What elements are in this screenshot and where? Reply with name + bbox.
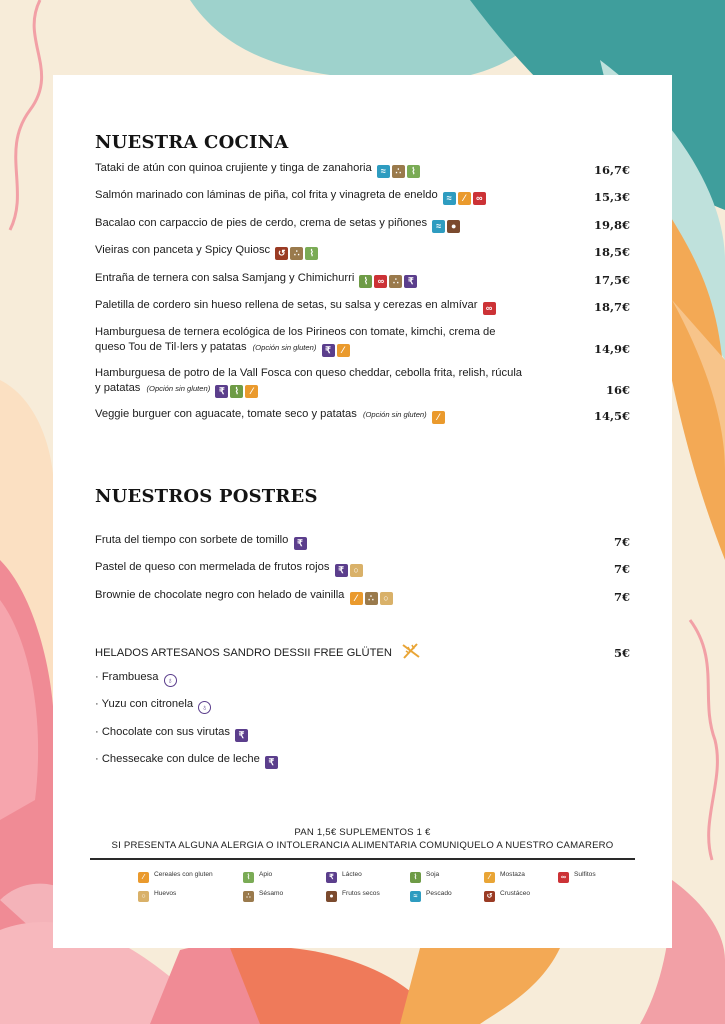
celery-icon: ⌇ (243, 872, 254, 883)
gluten-icon: ⁄ (458, 192, 471, 205)
milk-icon: ₹ (322, 344, 335, 357)
vegan-icon: ♁ (164, 674, 177, 687)
sesame-icon: ∴ (365, 592, 378, 605)
menu-item (95, 560, 630, 577)
legend-label: Lácteo (342, 871, 362, 878)
celery-icon: ⌇ (305, 247, 318, 260)
legend-label: Sésamo (259, 890, 284, 897)
divider (90, 858, 635, 860)
flavor-item (95, 725, 630, 742)
legend-label: Pescado (426, 890, 452, 897)
nuts-icon: ● (326, 891, 337, 902)
legend-label: Frutos secos (342, 890, 380, 897)
dish-price: 14,5€ (593, 409, 630, 423)
legend-label: Huevos (154, 890, 177, 897)
dish-name-line1: Hamburguesa de ternera ecológica de los Pirineos con tomate, kimchi, crema de (95, 326, 496, 338)
milk-icon: ₹ (326, 872, 337, 883)
sulfites-icon: ∞ (374, 275, 387, 288)
legend-item-huevos (138, 890, 176, 902)
legend-label: Soja (426, 871, 440, 878)
dish-name: Tataki de atún con quinoa crujiente y tinga de zanahoria (95, 162, 372, 174)
flavor-name: · Frambuesa (95, 671, 159, 683)
legend-item-soja (410, 871, 439, 883)
menu-item (95, 588, 630, 605)
sulfites-icon: ∞ (558, 872, 569, 883)
milk-icon: ₹ (265, 756, 278, 769)
milk-icon: ₹ (235, 729, 248, 742)
gluten-icon: ⁄ (245, 385, 258, 398)
dish-price: 15,3€ (593, 190, 630, 204)
menu-item (95, 161, 630, 178)
milk-icon: ₹ (294, 537, 307, 550)
menu-item (95, 366, 630, 398)
celery-icon: ⌇ (407, 165, 420, 178)
bread-supplement-note: PAN 1,5€ SUPLEMENTOS 1 € (294, 827, 431, 838)
legend-item-apio (243, 871, 272, 883)
menu-item (95, 533, 630, 550)
legend-item-crustaceo (484, 890, 530, 902)
menu-item (95, 298, 630, 315)
menu-item (95, 407, 630, 424)
menu-card (53, 75, 672, 948)
sulfites-icon: ∞ (483, 302, 496, 315)
helados-price: 5€ (613, 646, 630, 660)
egg-icon: ○ (350, 564, 363, 577)
dish-price: 19,8€ (593, 218, 630, 232)
allergy-notice: SI PRESENTA ALGUNA ALERGIA O INTOLERANCIA ALIMENTARIA COMUNIQUELO A NUESTRO CAMARERO (111, 840, 614, 851)
dessert-price: 7€ (613, 535, 630, 549)
gluten-free-note: (Opción sin gluten) (362, 410, 427, 419)
dish-price: 18,5€ (593, 245, 630, 259)
dessert-name: Brownie de chocolate negro con helado de vainilla (95, 589, 345, 601)
dish-price: 16,7€ (593, 163, 630, 177)
gluten-icon: ⁄ (138, 872, 149, 883)
legend-label: Sulfitos (574, 871, 596, 878)
flavor-item (95, 752, 630, 769)
flavor-name: · Chocolate con sus virutas (95, 726, 230, 738)
mustard-icon: ⁄ (484, 872, 495, 883)
gluten-free-icon (401, 642, 421, 660)
nuts-icon: ● (447, 220, 460, 233)
soy-icon: ⌇ (359, 275, 372, 288)
milk-icon: ₹ (215, 385, 228, 398)
menu-item (95, 325, 630, 357)
legend-label: Cereales con gluten (154, 871, 213, 878)
menu-item (95, 271, 630, 288)
gluten-icon: ⁄ (337, 344, 350, 357)
dish-name-line2: queso Tou de Til·lers y patatas (95, 341, 247, 353)
menu-item (95, 188, 630, 205)
milk-icon: ₹ (335, 564, 348, 577)
crustacean-icon: ↺ (275, 247, 288, 260)
dessert-name: Fruta del tiempo con sorbete de tomillo (95, 534, 289, 546)
legend-item-gluten (138, 871, 213, 883)
fish-icon: ≈ (377, 165, 390, 178)
dish-price: 17,5€ (593, 273, 630, 287)
sesame-icon: ∴ (243, 891, 254, 902)
gluten-free-note: (Opción sin gluten) (146, 384, 211, 393)
fish-icon: ≈ (443, 192, 456, 205)
menu-item (95, 216, 630, 233)
legend-item-mostaza (484, 871, 525, 883)
sesame-icon: ∴ (290, 247, 303, 260)
fish-icon: ≈ (432, 220, 445, 233)
legend-item-lacteo (326, 871, 362, 883)
gluten-free-note: (Opción sin gluten) (252, 343, 317, 352)
egg-icon: ○ (138, 891, 149, 902)
legend-item-frutos-secos (326, 890, 380, 902)
fish-icon: ≈ (410, 891, 421, 902)
legend-label: Crustáceo (500, 890, 531, 897)
gluten-icon: ⁄ (432, 411, 445, 424)
sulfites-icon: ∞ (473, 192, 486, 205)
egg-icon: ○ (380, 592, 393, 605)
dish-name: Paletilla de cordero sin hueso rellena de setas, su salsa y cerezas en almívar (95, 299, 478, 311)
dish-name-line2: y patatas (95, 382, 141, 394)
dish-name: Entraña de ternera con salsa Samjang y Chimichurri (95, 272, 355, 284)
sesame-icon: ∴ (389, 275, 402, 288)
helados-title: HELADOS ARTESANOS SANDRO DESSII FREE GLÜTEN (95, 647, 392, 659)
dish-name: Veggie burguer con aguacate, tomate seco y patatas (95, 408, 357, 420)
milk-icon: ₹ (404, 275, 417, 288)
flavor-item (95, 697, 630, 714)
sesame-icon: ∴ (392, 165, 405, 178)
dessert-price: 7€ (613, 562, 630, 576)
legend-item-pescado (410, 890, 452, 902)
helados-header (95, 642, 630, 661)
section-title-cocina: NUESTRA COCINA (95, 132, 289, 153)
dish-name: Bacalao con carpaccio de pies de cerdo, crema de setas y piñones (95, 217, 428, 229)
dessert-name: Pastel de queso con mermelada de frutos rojos (95, 561, 330, 573)
legend-item-sesamo (243, 890, 283, 902)
dish-price: 14,9€ (593, 342, 630, 356)
section-title-postres: NUESTROS POSTRES (95, 486, 318, 507)
vegan-icon: ♁ (198, 701, 211, 714)
dish-name: Vieiras con panceta y Spicy Quiosc (95, 244, 271, 256)
flavor-item (95, 670, 630, 687)
soy-icon: ⌇ (230, 385, 243, 398)
flavor-name: · Yuzu con citronela (95, 698, 194, 710)
dish-name-line1: Hamburguesa de potro de la Vall Fosca con queso cheddar, cebolla frita, relish, rúcula (95, 367, 523, 379)
dish-price: 16€ (605, 383, 630, 397)
dessert-price: 7€ (613, 590, 630, 604)
flavor-name: · Chessecake con dulce de leche (95, 753, 260, 765)
legend-item-sulfitos (558, 871, 596, 883)
gluten-icon: ⁄ (350, 592, 363, 605)
dish-name: Salmón marinado con láminas de piña, col frita y vinagreta de eneldo (95, 189, 438, 201)
crustacean-icon: ↺ (484, 891, 495, 902)
soy-icon: ⌇ (410, 872, 421, 883)
menu-item (95, 243, 630, 260)
legend-label: Mostaza (500, 871, 525, 878)
legend-label: Apio (259, 871, 273, 878)
dish-price: 18,7€ (593, 300, 630, 314)
